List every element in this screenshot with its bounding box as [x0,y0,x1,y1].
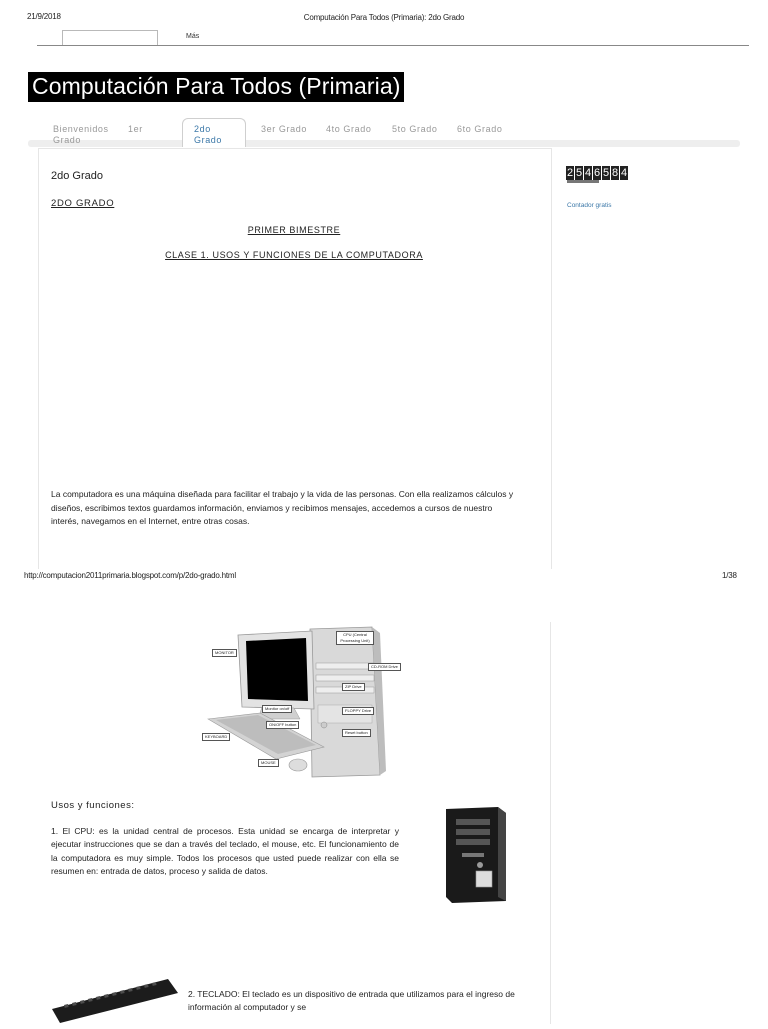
keyboard-image [50,975,180,1024]
post-title: 2do Grado [51,170,103,182]
tab-label-line2: Grado [53,135,82,145]
print-url: http://computacion2011primaria.blogspot.com/p/2do-grado.html [24,571,236,580]
label-monitor-onoff: Monitor on/off [262,705,292,713]
cpu-tower-icon [440,805,510,905]
counter-digit: 4 [584,167,592,179]
tab-1er-grado[interactable] [128,124,143,135]
tabs-bar [28,140,740,147]
tab-6to-grado[interactable] [457,124,502,135]
navbar-more-link[interactable]: Más [186,33,200,40]
header-divider [37,45,749,46]
label-onoff: ON/OFF button [266,721,299,729]
counter-digit: 4 [620,167,628,179]
class-title: CLASE 1. USOS Y FUNCIONES DE LA COMPUTADORA [165,250,423,260]
tab-label: 3er Grado [261,124,307,134]
tab-label: 6to Grado [457,124,503,134]
tab-label: 1er [128,124,143,134]
computer-diagram [200,625,398,785]
tab-bienvenidos[interactable] [53,124,109,135]
counter-digit: 6 [593,167,601,179]
label-reset: Reset button [342,729,371,737]
label-zip: ZIP Drive [342,683,365,691]
counter-caption [567,180,599,183]
counter-digit: 8 [611,167,619,179]
cpu-paragraph: 1. El CPU: es la unidad central de procesos. Esta unidad se encarga de interpretar y ejecutar instrucciones que se dan a través del teclado, el mouse, etc. El funcionamiento de la computadora es muy simple. Todos los procesos que usted puede realizar con ella se resumen en: entrada de datos, proceso y salida de datos. [51,826,399,876]
tab-3er-grado[interactable] [261,124,307,135]
label-floppy: FLOPPY Drive [342,707,374,715]
grade-heading: 2DO GRADO [51,198,115,209]
tab-label: 4to Grado [326,124,372,134]
label-keyboard: KEYBOARD [202,733,230,741]
tab-label: 2do [194,124,211,134]
keyboard-paragraph: 2. TECLADO: El teclado es un dispositivo de entrada que utilizamos para el ingreso de información al computador y se [188,989,515,1012]
intro-paragraph: La computadora es una máquina diseñada para facilitar el trabajo y la vida de las personas. Con ella realizamos cálculos y diseños, escribimos textos guardamos información, enviamos y recibimos mensajes, accedemos a cursos de nuestro interés, navegamos en el Internet, entre otras cosas. [51,489,514,526]
counter-digit: 5 [602,167,610,179]
keyboard-icon [50,975,180,1024]
label-mouse: MOUSE [258,759,279,767]
print-date: 21/9/2018 [27,12,61,21]
tab-5to-grado[interactable] [392,124,437,135]
blog-title[interactable]: Computación Para Todos (Primaria) [28,72,404,102]
tab-bienvenidos-wrap[interactable] [53,135,81,146]
print-page-number: 1/38 [722,571,737,580]
print-page-title: Computación Para Todos (Primaria): 2do Grado [303,13,465,22]
tab-label-line2: Grado [194,135,223,145]
uses-heading: Usos y funciones: [51,800,135,811]
counter-link[interactable]: Contador gratis [567,202,612,209]
counter-digit: 5 [575,167,583,179]
tab-label: 5to Grado [392,124,438,134]
visit-counter [566,166,629,180]
label-cdrom: CD-ROM Drive [368,663,401,671]
cpu-tower-image [440,805,510,905]
tab-4to-grado[interactable] [326,124,371,135]
counter-digit: 2 [566,167,574,179]
label-monitor: MONITOR [212,649,237,657]
tab-2do-grado[interactable] [194,124,222,146]
navbar-search-input[interactable] [62,30,158,46]
bimester-heading: PRIMER BIMESTRE [247,225,341,235]
tab-label: Bienvenidos [53,124,109,134]
label-cpu: CPU (Central Processing Unit) [336,631,374,645]
